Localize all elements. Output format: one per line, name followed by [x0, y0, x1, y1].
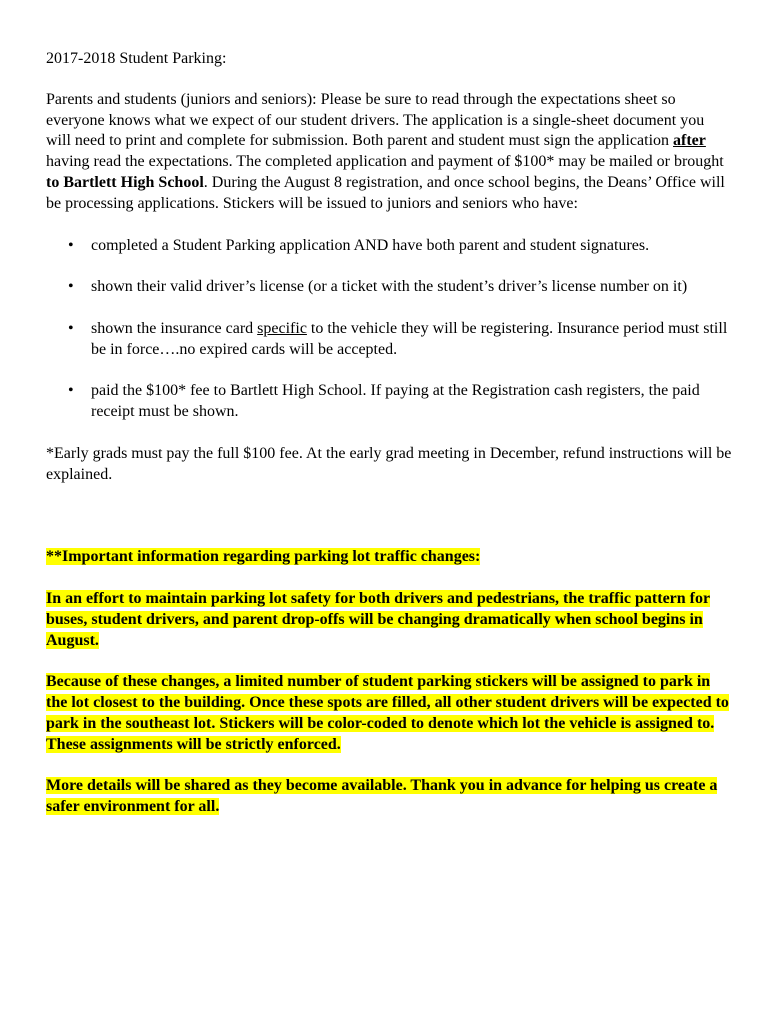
list-item: [46, 319, 732, 361]
document-title: 2017-2018 Student Parking:: [46, 50, 227, 67]
important-para-3: [46, 776, 732, 818]
list-item: [46, 236, 732, 257]
emphasis-specific: specific: [257, 319, 307, 337]
important-para-2: [46, 672, 732, 755]
intro-text-1: Parents and students (juniors and seniors): Please be sure to read through the expectations sheet so everyone knows what we expect of our student drivers. The application is a single-sheet document you will need to print and complete for submission. Both parent and student must sign the application: [46, 90, 705, 150]
emphasis-after: after: [673, 132, 706, 150]
bullet-text: paid the $100* fee to Bartlett High School. If paying at the Registration cash registers, the paid receipt must be shown.: [91, 382, 700, 420]
bullet-icon: •: [68, 236, 74, 254]
bullet-text-a: shown the insurance card: [91, 319, 258, 337]
bullet-icon: •: [68, 319, 74, 337]
bullet-text-b: to the vehicle they will be registering. Insurance period must still be in force….no expired cards will be accepted.: [91, 319, 728, 358]
list-item: [46, 277, 732, 298]
important-heading-block: [46, 547, 732, 568]
important-text-1: In an effort to maintain parking lot safety for both drivers and pedestrians, the traffic pattern for buses, student drivers, and parent drop-offs will be changing dramatically when school begins in August.: [46, 589, 711, 649]
important-text-2: Because of these changes, a limited number of student parking stickers will be assigned to park in the lot closest to the building. Once these spots are filled, all other student drivers will be expected to park in the southeast lot. Stickers will be color-coded to denote which lot the vehicle is assigned to. These assignments will be strictly enforced.: [46, 673, 729, 753]
document-page: [46, 49, 732, 839]
bullet-text: completed a Student Parking application AND have both parent and student signatures.: [91, 236, 650, 254]
early-grad-footnote: *Early grads must pay the full $100 fee. At the early grad meeting in December, refund instructions will be explained.: [46, 444, 732, 483]
bullet-icon: •: [68, 278, 74, 296]
bullet-icon: •: [68, 382, 74, 400]
important-heading: **Important information regarding parking lot traffic changes:: [46, 548, 481, 566]
bullet-text: shown their valid driver’s license (or a ticket with the student’s driver’s license number on it): [91, 278, 688, 296]
requirements-list: [46, 236, 732, 423]
intro-paragraph: [46, 90, 732, 215]
emphasis-school: to Bartlett High School: [46, 173, 204, 191]
intro-text-3: . During the August 8 registration, and once school begins, the Deans’ Office will be processing applications. Stickers will be issued to juniors and seniors who have:: [46, 173, 725, 212]
list-item: [46, 381, 732, 423]
intro-text-2: having read the expectations. The completed application and payment of $100* may be mailed or brought: [46, 153, 724, 171]
important-para-1: [46, 589, 732, 651]
important-text-3: More details will be shared as they become available. Thank you in advance for helping us create a safer environment for all.: [46, 777, 718, 815]
